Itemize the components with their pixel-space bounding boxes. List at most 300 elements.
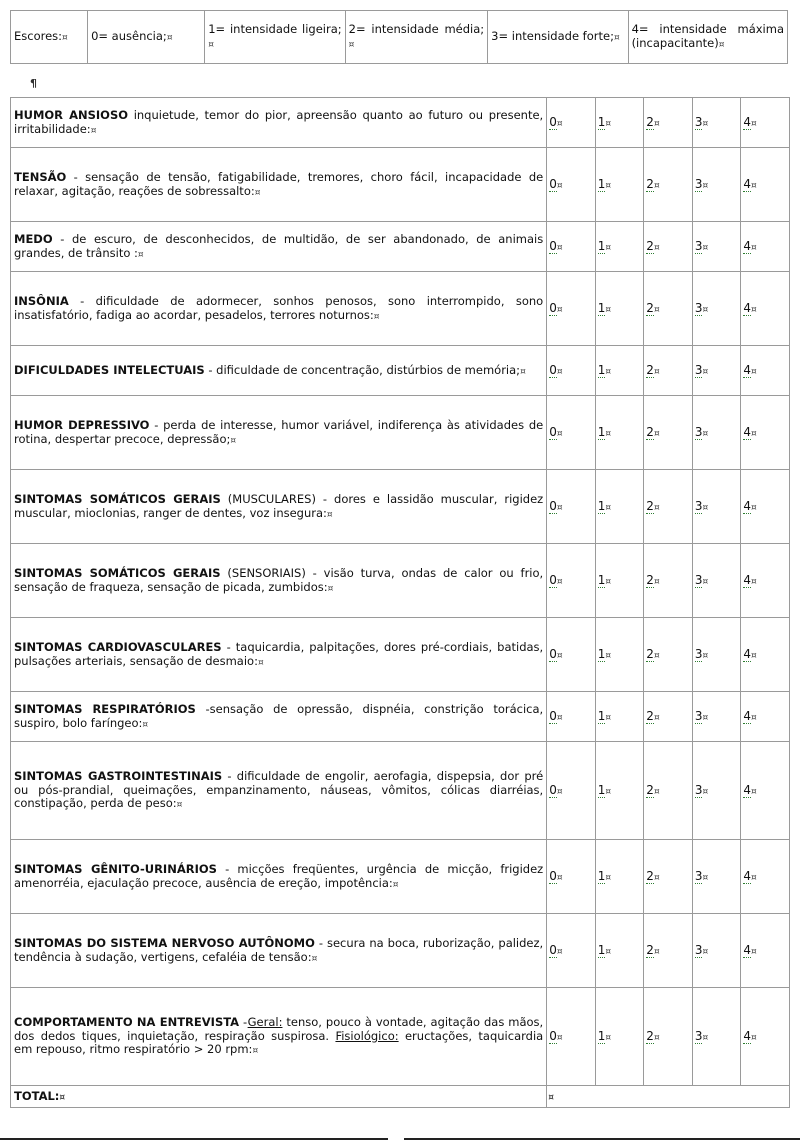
score-cell-0[interactable] <box>547 840 596 914</box>
score-cell-0[interactable] <box>547 692 596 742</box>
cell-mark: ¤ <box>653 577 660 588</box>
score-value: 2 <box>646 647 654 662</box>
cell-mark: ¤ <box>751 947 757 958</box>
symptom-row <box>11 544 790 618</box>
score-cell-1[interactable] <box>595 272 644 346</box>
score-cell-1[interactable] <box>595 742 644 840</box>
cell-mark: ¤ <box>702 713 709 724</box>
cell-mark: ¤ <box>653 947 660 958</box>
symptom-row <box>11 618 790 692</box>
symptom-title: TENSÃO <box>14 169 67 184</box>
cell-mark: ¤ <box>702 947 709 958</box>
score-cell-4[interactable] <box>741 346 790 396</box>
cell-mark: ¤ <box>702 181 709 192</box>
cell-mark: ¤ <box>653 873 660 884</box>
score-value: 2 <box>646 943 654 958</box>
legend-score-0: 0= ausência;¤ <box>88 11 205 64</box>
score-cell-1[interactable] <box>595 544 644 618</box>
page-bottom-rule <box>0 1138 388 1140</box>
cell-mark: ¤ <box>230 435 237 446</box>
score-value: 2 <box>646 1029 654 1044</box>
score-cell-4[interactable] <box>741 544 790 618</box>
score-value: 1 <box>597 869 606 884</box>
score-cell-3[interactable] <box>692 396 741 470</box>
score-cell-1[interactable] <box>595 470 644 544</box>
symptom-title: DIFICULDADES INTELECTUAIS <box>14 362 205 377</box>
score-cell-2[interactable] <box>644 692 693 742</box>
score-cell-2[interactable] <box>644 98 693 148</box>
score-cell-0[interactable] <box>547 914 596 988</box>
symptom-row <box>11 98 790 148</box>
cell-mark: ¤ <box>702 503 709 514</box>
score-cell-4[interactable] <box>741 470 790 544</box>
cell-mark: ¤ <box>653 651 660 662</box>
cell-mark: ¤ <box>702 367 709 378</box>
cell-mark: ¤ <box>605 713 612 724</box>
score-value: 1 <box>597 177 606 192</box>
cell-mark: ¤ <box>176 800 183 811</box>
symptom-score-table <box>10 97 790 1108</box>
score-value: 4 <box>743 363 752 378</box>
score-cell-3[interactable] <box>692 272 741 346</box>
geral-label: Geral: <box>247 1014 283 1029</box>
score-value: 1 <box>597 943 606 958</box>
cell-mark: ¤ <box>556 305 563 316</box>
score-value: 0 <box>549 709 557 724</box>
cell-mark: ¤ <box>59 1092 66 1103</box>
score-cell-3[interactable] <box>692 988 741 1086</box>
score-cell-4[interactable] <box>741 618 790 692</box>
total-label: TOTAL: <box>14 1088 60 1103</box>
score-cell-0[interactable] <box>547 618 596 692</box>
cell-mark: ¤ <box>257 657 264 668</box>
score-value: 0 <box>549 783 557 798</box>
score-value: 3 <box>694 647 703 662</box>
cell-mark: ¤ <box>556 947 563 958</box>
score-value: 1 <box>597 647 606 662</box>
symptom-title: INSÔNIA <box>14 293 69 308</box>
score-value: 2 <box>646 115 654 130</box>
cell-mark: ¤ <box>556 787 563 798</box>
cell-mark: ¤ <box>605 243 612 254</box>
score-value: 2 <box>646 425 654 440</box>
cell-mark: ¤ <box>605 119 612 130</box>
symptom-description <box>11 840 547 914</box>
score-value: 1 <box>597 363 606 378</box>
score-value: 2 <box>646 783 654 798</box>
cell-mark: ¤ <box>556 873 563 884</box>
symptom-text: - dificuldade de concentração, distúrbios de memória; <box>204 362 521 377</box>
cell-mark: ¤ <box>702 873 709 884</box>
symptom-title: SINTOMAS CARDIOVASCULARES <box>14 639 222 654</box>
score-cell-1[interactable] <box>595 346 644 396</box>
score-cell-2[interactable] <box>644 222 693 272</box>
symptom-description <box>11 148 547 222</box>
score-value: 0 <box>549 869 557 884</box>
score-cell-0[interactable] <box>547 272 596 346</box>
fisiologico-label: Fisiológico: <box>335 1028 399 1043</box>
score-value: 0 <box>549 573 557 588</box>
cell-mark: ¤ <box>751 243 757 254</box>
score-cell-1[interactable] <box>595 396 644 470</box>
cell-mark: ¤ <box>520 366 526 377</box>
score-cell-1[interactable] <box>595 692 644 742</box>
score-value: 1 <box>597 499 606 514</box>
score-value: 1 <box>597 783 606 798</box>
score-value: 4 <box>743 1029 752 1044</box>
cell-mark: ¤ <box>653 1033 660 1044</box>
cell-mark: ¤ <box>751 577 757 588</box>
score-value: 4 <box>743 943 752 958</box>
cell-mark: ¤ <box>605 651 612 662</box>
symptom-description <box>11 692 547 742</box>
symptom-row <box>11 222 790 272</box>
symptom-text: eructações, taquicardia em repouso, ritmo respiratório > 20 rpm: <box>14 1028 544 1057</box>
cell-mark: ¤ <box>556 503 563 514</box>
score-cell-4[interactable] <box>741 742 790 840</box>
score-value: 0 <box>549 943 557 958</box>
symptom-text: inquietude, temor do pior, apreensão quanto ao futuro ou presente, irritabilidade: <box>14 107 544 136</box>
score-cell-4[interactable] <box>741 148 790 222</box>
symptom-description <box>11 396 547 470</box>
score-cell-2[interactable] <box>644 988 693 1086</box>
cell-mark: ¤ <box>373 311 380 322</box>
cell-mark: ¤ <box>605 947 612 958</box>
cell-mark: ¤ <box>254 187 261 198</box>
symptom-text: - taquicardia, palpitações, dores pré-cordiais, batidas, pulsações arteriais, sensação de desmaio: <box>14 639 544 668</box>
score-value: 4 <box>743 647 752 662</box>
cell-mark: ¤ <box>751 119 757 130</box>
legend-score-2: 2= intensidade média;¤ <box>345 11 488 64</box>
legend-score-1: 1= intensidade ligeira;¤ <box>205 11 345 64</box>
score-cell-4[interactable] <box>741 396 790 470</box>
score-value: 2 <box>646 499 654 514</box>
score-cell-3[interactable] <box>692 346 741 396</box>
cell-mark: ¤ <box>653 305 660 316</box>
symptom-text: - dificuldade de engolir, aerofagia, dispepsia, dor pré ou pós-prandial, queimações, empanzinamento, náuseas, vômitos, cólicas diarréias, constipação, perda de peso: <box>14 768 544 811</box>
paragraph-mark: ¶ <box>30 77 37 90</box>
symptom-text: - <box>239 1014 248 1029</box>
score-value: 0 <box>549 115 557 130</box>
symptom-title: SINTOMAS RESPIRATÓRIOS <box>14 701 196 716</box>
score-value: 4 <box>743 783 752 798</box>
score-value: 3 <box>694 363 703 378</box>
symptom-row <box>11 988 790 1086</box>
cell-mark: ¤ <box>751 651 757 662</box>
score-legend-table <box>10 10 788 64</box>
symptom-description <box>11 98 547 148</box>
score-value: 4 <box>743 301 752 316</box>
score-cell-1[interactable] <box>595 618 644 692</box>
legend-score-3: 3= intensidade forte;¤ <box>488 11 628 64</box>
cell-mark: ¤ <box>326 509 333 520</box>
score-cell-0[interactable] <box>547 544 596 618</box>
score-cell-3[interactable] <box>692 544 741 618</box>
cell-mark: ¤ <box>653 503 660 514</box>
score-value: 2 <box>646 709 654 724</box>
cell-mark: ¤ <box>653 713 660 724</box>
symptom-row <box>11 396 790 470</box>
cell-mark: ¤ <box>751 367 757 378</box>
cell-mark: ¤ <box>605 367 612 378</box>
score-value: 2 <box>646 177 654 192</box>
score-cell-1[interactable] <box>595 840 644 914</box>
symptom-text: - de escuro, de desconhecidos, de multidão, de ser abandonado, de animais grandes, de trânsito : <box>14 231 544 260</box>
cell-mark: ¤ <box>327 583 334 594</box>
symptom-row <box>11 272 790 346</box>
score-cell-4[interactable] <box>741 988 790 1086</box>
cell-mark: ¤ <box>702 1033 709 1044</box>
score-cell-3[interactable] <box>692 618 741 692</box>
symptom-description <box>11 346 547 396</box>
score-value: 2 <box>646 573 654 588</box>
symptom-row <box>11 692 790 742</box>
symptom-title: HUMOR DEPRESSIVO <box>14 417 150 432</box>
score-cell-3[interactable] <box>692 742 741 840</box>
score-cell-2[interactable] <box>644 346 693 396</box>
score-cell-2[interactable] <box>644 618 693 692</box>
cell-mark: ¤ <box>548 1092 554 1103</box>
score-value: 0 <box>549 363 557 378</box>
cell-mark: ¤ <box>556 1033 563 1044</box>
cell-mark: ¤ <box>653 119 660 130</box>
cell-mark: ¤ <box>702 787 709 798</box>
symptom-row <box>11 914 790 988</box>
score-cell-2[interactable] <box>644 148 693 222</box>
legend-score-4: 4= intensidade máxima (incapacitante)¤ <box>628 11 787 64</box>
cell-mark: ¤ <box>142 719 149 730</box>
score-value: 3 <box>694 869 703 884</box>
score-cell-3[interactable] <box>692 840 741 914</box>
cell-mark: ¤ <box>605 503 612 514</box>
score-value: 1 <box>597 573 606 588</box>
symptom-text: tenso, pouco à vontade, agitação das mãos, dos dedos tiques, inquietação, respiração suspirosa. <box>14 1014 544 1043</box>
score-cell-3[interactable] <box>692 222 741 272</box>
score-value: 1 <box>597 1029 606 1044</box>
score-value: 2 <box>646 363 654 378</box>
symptom-text: - secura na boca, ruborização, palidez, tendência à sudação, vertigens, cefaléia de tensão: <box>14 935 544 964</box>
symptom-title: SINTOMAS GASTROINTESTINAIS <box>14 768 223 783</box>
score-value: 3 <box>694 573 703 588</box>
cell-mark: ¤ <box>605 1033 612 1044</box>
total-row <box>11 1086 790 1108</box>
score-cell-3[interactable] <box>692 692 741 742</box>
cell-mark: ¤ <box>392 879 399 890</box>
score-cell-4[interactable] <box>741 914 790 988</box>
symptom-text: (SENSORIAIS) - visão turva, ondas de calor ou frio, sensação de fraqueza, sensação de picada, zumbidos: <box>14 565 544 594</box>
score-value: 3 <box>694 301 703 316</box>
cell-mark: ¤ <box>702 651 709 662</box>
score-value: 4 <box>743 115 752 130</box>
symptom-row <box>11 470 790 544</box>
score-value: 1 <box>597 425 606 440</box>
score-value: 1 <box>597 709 606 724</box>
cell-mark: ¤ <box>605 305 612 316</box>
score-cell-1[interactable] <box>595 148 644 222</box>
score-cell-0[interactable] <box>547 988 596 1086</box>
symptom-description <box>11 914 547 988</box>
score-value: 0 <box>549 425 557 440</box>
symptom-description <box>11 222 547 272</box>
cell-mark: ¤ <box>653 243 660 254</box>
symptom-row <box>11 346 790 396</box>
score-value: 3 <box>694 239 703 254</box>
score-cell-1[interactable] <box>595 222 644 272</box>
score-cell-2[interactable] <box>644 470 693 544</box>
score-cell-2[interactable] <box>644 742 693 840</box>
legend-label: Escores:¤ <box>11 11 88 64</box>
cell-mark: ¤ <box>653 181 660 192</box>
cell-mark: ¤ <box>702 429 709 440</box>
symptom-text: (MUSCULARES) - dores e lassidão muscular, rigidez muscular, mioclonias, ranger de dentes, voz insegura: <box>14 491 544 520</box>
cell-mark: ¤ <box>751 181 757 192</box>
symptom-title: SINTOMAS GÊNITO-URINÁRIOS <box>14 861 217 876</box>
score-value: 2 <box>646 869 654 884</box>
score-value: 4 <box>743 573 752 588</box>
cell-mark: ¤ <box>556 577 563 588</box>
score-cell-4[interactable] <box>741 98 790 148</box>
symptom-title: HUMOR ANSIOSO <box>14 107 128 122</box>
score-cell-3[interactable] <box>692 98 741 148</box>
score-cell-2[interactable] <box>644 914 693 988</box>
symptom-title: COMPORTAMENTO NA ENTREVISTA <box>14 1014 240 1029</box>
cell-mark: ¤ <box>653 429 660 440</box>
score-value: 0 <box>549 499 557 514</box>
score-cell-2[interactable] <box>644 272 693 346</box>
score-value: 3 <box>694 499 703 514</box>
score-cell-2[interactable] <box>644 544 693 618</box>
score-value: 1 <box>597 115 606 130</box>
cell-mark: ¤ <box>556 651 563 662</box>
cell-mark: ¤ <box>751 503 757 514</box>
symptom-title: MEDO <box>14 231 53 246</box>
symptom-description <box>11 742 547 840</box>
cell-mark: ¤ <box>751 429 757 440</box>
cell-mark: ¤ <box>702 577 709 588</box>
score-cell-0[interactable] <box>547 346 596 396</box>
total-value-cell[interactable] <box>547 1086 790 1108</box>
score-value: 2 <box>646 301 654 316</box>
score-cell-0[interactable] <box>547 742 596 840</box>
cell-mark: ¤ <box>605 181 612 192</box>
cell-mark: ¤ <box>556 181 563 192</box>
symptom-text: - sensação de tensão, fatigabilidade, tremores, choro fácil, incapacidade de relaxar, agitação, reações de sobressalto: <box>14 169 544 198</box>
symptom-title: SINTOMAS SOMÁTICOS GERAIS <box>14 565 221 580</box>
score-cell-2[interactable] <box>644 396 693 470</box>
symptom-title: SINTOMAS DO SISTEMA NERVOSO AUTÔNOMO <box>14 935 315 950</box>
score-cell-3[interactable] <box>692 148 741 222</box>
symptom-text: - perda de interesse, humor variável, indiferença às atividades de rotina, despertar precoce, depressão; <box>14 417 544 446</box>
cell-mark: ¤ <box>605 577 612 588</box>
score-cell-1[interactable] <box>595 914 644 988</box>
symptom-text: -sensação de opressão, dispnéia, constrição torácica, suspiro, bolo faríngeo: <box>14 701 544 730</box>
symptom-description <box>11 272 547 346</box>
score-value: 3 <box>694 943 703 958</box>
cell-mark: ¤ <box>702 305 709 316</box>
score-value: 3 <box>694 1029 703 1044</box>
cell-mark: ¤ <box>556 243 563 254</box>
symptom-title: SINTOMAS SOMÁTICOS GERAIS <box>14 491 221 506</box>
cell-mark: ¤ <box>653 367 660 378</box>
score-cell-0[interactable] <box>547 222 596 272</box>
score-cell-4[interactable] <box>741 272 790 346</box>
cell-mark: ¤ <box>556 119 563 130</box>
cell-mark: ¤ <box>605 787 612 798</box>
symptom-text: - dificuldade de adormecer, sonhos penosos, sono interrompido, sono insatisfatório, fadiga ao acordar, pesadelos, terrores noturnos: <box>14 293 544 322</box>
score-cell-0[interactable] <box>547 148 596 222</box>
score-cell-1[interactable] <box>595 98 644 148</box>
score-value: 3 <box>694 115 703 130</box>
score-value: 4 <box>743 425 752 440</box>
score-value: 3 <box>694 177 703 192</box>
score-value: 1 <box>597 301 606 316</box>
score-value: 2 <box>646 239 654 254</box>
score-cell-0[interactable] <box>547 98 596 148</box>
cell-mark: ¤ <box>605 873 612 884</box>
score-value: 0 <box>549 1029 557 1044</box>
cell-mark: ¤ <box>252 1046 259 1057</box>
cell-mark: ¤ <box>556 713 563 724</box>
score-cell-1[interactable] <box>595 988 644 1086</box>
cell-mark: ¤ <box>751 787 757 798</box>
score-value: 3 <box>694 783 703 798</box>
score-value: 3 <box>694 425 703 440</box>
cell-mark: ¤ <box>556 367 563 378</box>
score-cell-3[interactable] <box>692 914 741 988</box>
cell-mark: ¤ <box>751 1033 757 1044</box>
total-label-cell <box>11 1086 547 1108</box>
symptom-description <box>11 544 547 618</box>
score-value: 0 <box>549 647 557 662</box>
score-cell-0[interactable] <box>547 396 596 470</box>
cell-mark: ¤ <box>653 787 660 798</box>
score-legend-row <box>11 11 788 64</box>
score-value: 0 <box>549 177 557 192</box>
cell-mark: ¤ <box>556 429 563 440</box>
score-cell-4[interactable] <box>741 222 790 272</box>
score-value: 4 <box>743 499 752 514</box>
score-value: 4 <box>743 869 752 884</box>
symptom-row <box>11 148 790 222</box>
symptom-description <box>11 988 547 1086</box>
score-cell-4[interactable] <box>741 692 790 742</box>
symptom-description <box>11 618 547 692</box>
symptom-row <box>11 840 790 914</box>
cell-mark: ¤ <box>751 873 757 884</box>
score-cell-4[interactable] <box>741 840 790 914</box>
cell-mark: ¤ <box>702 119 709 130</box>
score-value: 0 <box>549 239 557 254</box>
cell-mark: ¤ <box>751 713 757 724</box>
score-cell-2[interactable] <box>644 840 693 914</box>
symptom-text: - micções freqüentes, urgência de micção, frigidez amenorréia, ejaculação precoce, ausência de ereção, impotência: <box>14 861 544 890</box>
page-bottom-rule-right <box>404 1138 800 1140</box>
cell-mark: ¤ <box>311 953 318 964</box>
score-cell-3[interactable] <box>692 470 741 544</box>
symptom-description <box>11 470 547 544</box>
score-value: 0 <box>549 301 557 316</box>
cell-mark: ¤ <box>751 305 757 316</box>
score-value: 4 <box>743 239 752 254</box>
score-value: 1 <box>597 239 606 254</box>
score-value: 4 <box>743 709 752 724</box>
symptom-row <box>11 742 790 840</box>
cell-mark: ¤ <box>137 249 144 260</box>
cell-mark: ¤ <box>90 125 97 136</box>
score-cell-0[interactable] <box>547 470 596 544</box>
cell-mark: ¤ <box>702 243 709 254</box>
cell-mark: ¤ <box>605 429 612 440</box>
